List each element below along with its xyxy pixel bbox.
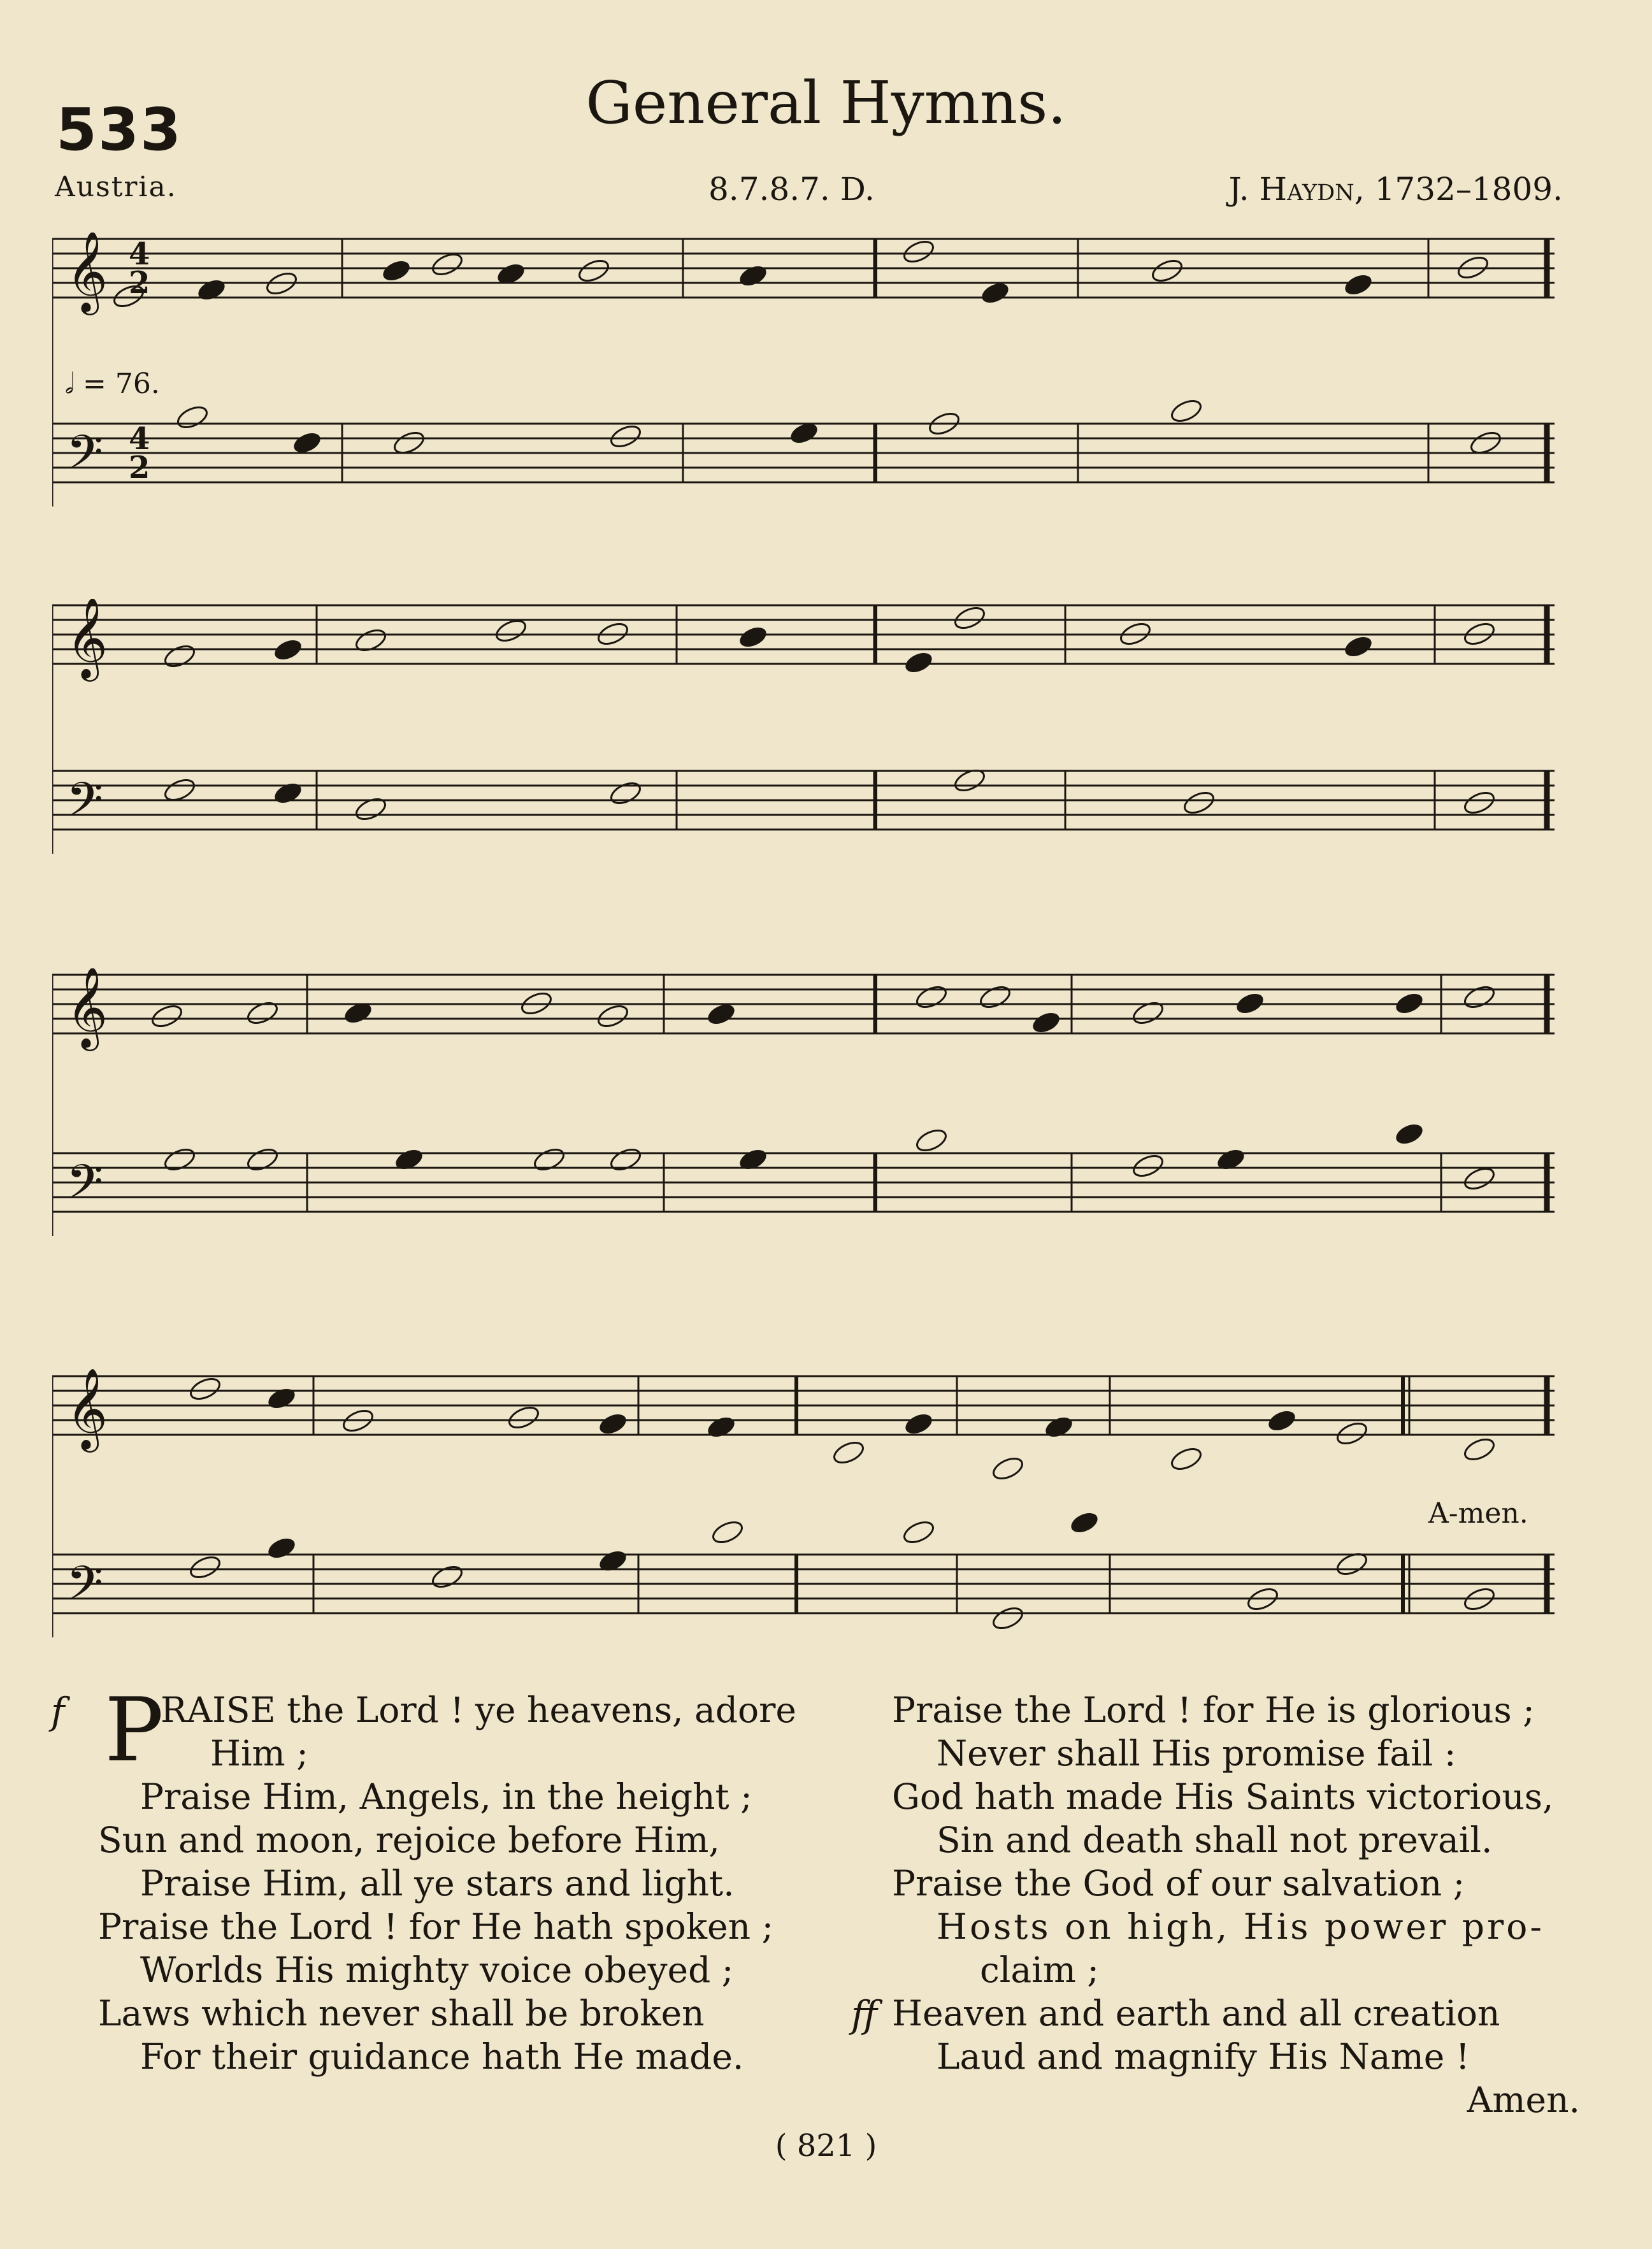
svg-text:𝄞: 𝄞 <box>66 1367 108 1449</box>
verse-2-line-3: God hath made His Saints victorious, <box>892 1776 1554 1817</box>
time-signature-bottom: 2 <box>129 265 150 301</box>
verse-1-line-7: Worlds His mighty voice obeyed ; <box>140 1950 734 1990</box>
staff-system-1 <box>52 233 1565 513</box>
composer-dates: , 1732–1809. <box>1354 171 1563 208</box>
verse-2-line-1: Praise the Lord ! for He is glorious ; <box>892 1690 1535 1730</box>
verse-2-line-5: Praise the God of our salvation ; <box>892 1863 1465 1904</box>
verse-2-amen: Amen. <box>1467 2080 1580 2120</box>
svg-text:𝄞: 𝄞 <box>66 233 108 312</box>
music-system-3 <box>52 968 1565 1249</box>
hymn-number: 533 <box>56 96 183 164</box>
hymn-text <box>0 1679 1652 2147</box>
music-system-4 <box>52 1338 1565 1644</box>
staff-system-2 <box>52 599 1565 879</box>
metronome-marking: 𝅗𝅥 = 76. <box>65 368 160 400</box>
verse-1-line-5: Praise Him, all ye stars and light. <box>140 1863 735 1904</box>
svg-text:𝄢: 𝄢 <box>66 1154 103 1221</box>
svg-text:𝄞: 𝄞 <box>66 968 108 1047</box>
svg-text:𝄢: 𝄢 <box>66 772 103 839</box>
dynamic-fortissimo: ff <box>851 1993 878 2036</box>
verse-2-line-8: Heaven and earth and all creation <box>892 1993 1500 2034</box>
music-system-2 <box>52 599 1565 879</box>
tune-name: Austria. <box>55 171 177 203</box>
svg-text:𝄞: 𝄞 <box>66 599 108 678</box>
section-title: General Hymns. <box>585 69 1067 137</box>
dynamic-forte: f <box>51 1690 65 1733</box>
svg-text:𝄢: 𝄢 <box>66 1556 103 1623</box>
verse-1-line-2: Him ; <box>210 1733 308 1774</box>
verse-1-line-9: For their guidance hath He made. <box>140 2036 744 2077</box>
page-number: ( 821 ) <box>775 2128 877 2164</box>
verse-2-line-7: claim ; <box>980 1950 1099 1990</box>
verse-1-line-8: Laws which never shall be broken <box>98 1993 705 2034</box>
meter: 8.7.8.7. D. <box>708 171 875 208</box>
drop-cap: P <box>104 1679 164 1781</box>
verse-2-line-9: Laud and magnify His Name ! <box>937 2036 1470 2077</box>
amen-label: A-men. <box>1428 1497 1528 1530</box>
verse-1-line-3: Praise Him, Angels, in the height ; <box>140 1776 752 1817</box>
composer <box>1229 171 1563 208</box>
time-signature-top: 4 <box>129 236 150 272</box>
music-system-1 <box>52 233 1565 513</box>
verse-2-line-2: Never shall His promise fail : <box>937 1733 1456 1774</box>
composer-name: J. Haydn <box>1228 171 1354 208</box>
svg-text:4: 4 <box>129 421 150 457</box>
staff-system-3 <box>52 968 1565 1249</box>
staff-system-4 <box>52 1338 1565 1644</box>
verse-2-line-6: Hosts on high, His power pro- <box>937 1906 1544 1947</box>
svg-text:2: 2 <box>129 450 150 485</box>
verse-1-line-4: Sun and moon, rejoice before Him, <box>98 1820 720 1860</box>
svg-text:𝄢: 𝄢 <box>66 425 103 492</box>
verse-1-line-6: Praise the Lord ! for He hath spoken ; <box>98 1906 774 1947</box>
verse-1-line-1: RAISE the Lord ! ye heavens, adore <box>161 1690 796 1730</box>
verse-2-line-4: Sin and death shall not prevail. <box>937 1820 1493 1860</box>
